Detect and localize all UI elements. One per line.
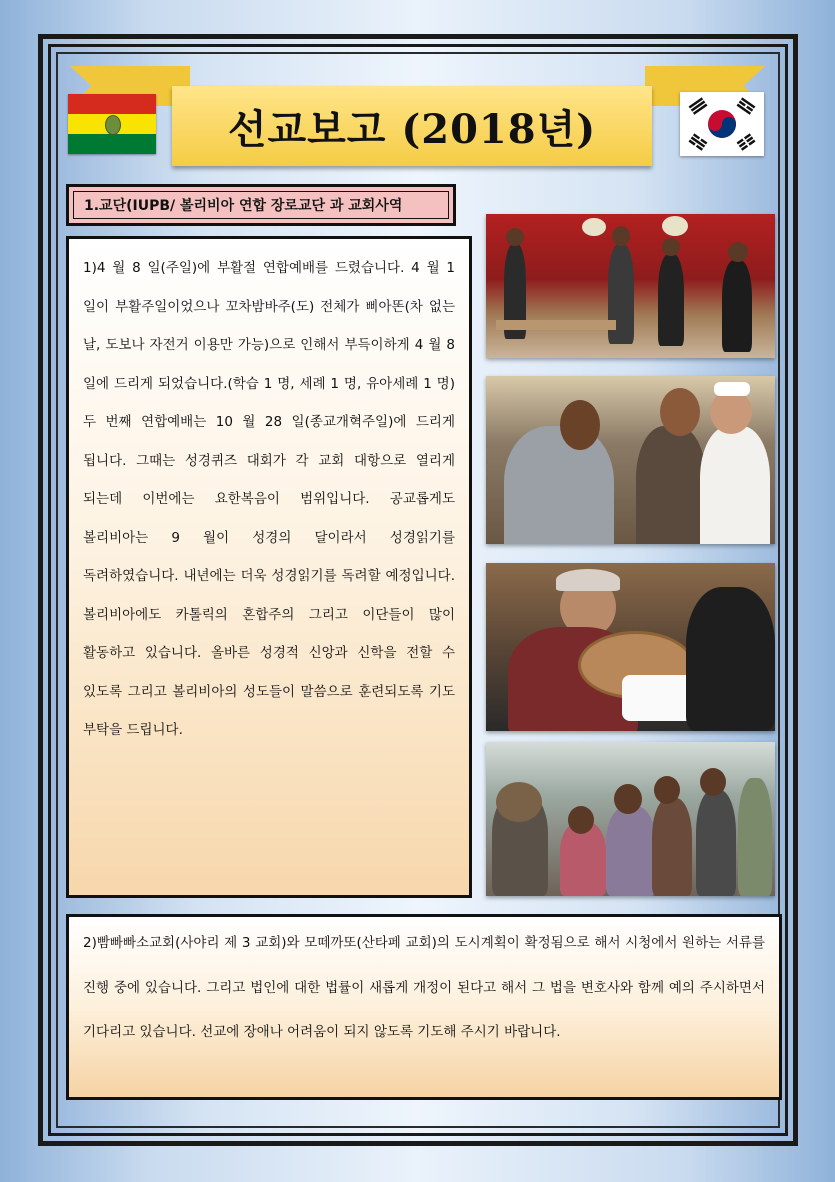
section-heading <box>66 184 456 226</box>
page-title: 선교보고 (2018년) <box>227 105 597 153</box>
section2-paragraph: 2)빰빠빠소교회(사야리 제 3 교회)와 모떼까또(산타페 교회)의 도시계획이 확정됨으로 해서 시청에서 원하는 서류를 진행 중에 있습니다. 그리고 법인에 대한 법률이 새롭게 개정이 된다고 해서 그 법을 변호사와 함께 예의 주시하면서 기다리고 있습니다. 선교에 장애나 어려움이 되지 않도록 기도해 주시기 바랍니다. <box>83 935 765 1040</box>
communion-photo <box>486 563 775 731</box>
section1-paragraph: 1)4 월 8 일(주일)에 부활절 연합예배를 드렸습니다. 4 월 1 일이 부활주일이었으나 꼬차밤바주(도) 전체가 삐아똔(차 없는 날, 도보나 자전거 이용만 가능)으로 인해서 부득이하게 4 월 8 일에 드리게 되었습니다.(학습 1 명, 세례 1 명, 유아세례 1 명) 두 번째 연합예배는 10 월 28 일(종교개혁주일)에 드리게 됩니다. 그때는 성경퀴즈 대회가 각 교회 대항으로 열리게 되는데 이번에는 요한복음이 범위입니다. 공교롭게도 볼리비아는 9 월이 성경의 달이라서 성경읽기를 독려하였습니다. 내년에는 더욱 성경읽기를 독려할 예정입니다. 볼리비아에도 카톨릭의 혼합주의 그리고 이단들이 많이 활동하고 있습니다. 올바른 성경적 신앙과 신학을 전할 수 있도록 그리고 볼리비아의 성도들이 말씀으로 훈련되도록 기도 부탁을 드립니다. <box>83 260 455 738</box>
congregation-photo <box>486 742 775 896</box>
korea-flag-icon <box>680 92 764 156</box>
baptism-photo <box>486 376 775 544</box>
section-heading-text: 1.교단(IUPB/ 볼리비아 연합 장로교단 과 교회사역 <box>73 191 449 219</box>
title-banner <box>172 86 652 166</box>
text-panel-1 <box>66 236 472 898</box>
worship-band-photo <box>486 214 775 358</box>
text-panel-2 <box>66 914 782 1100</box>
bolivia-flag-icon <box>68 94 156 154</box>
